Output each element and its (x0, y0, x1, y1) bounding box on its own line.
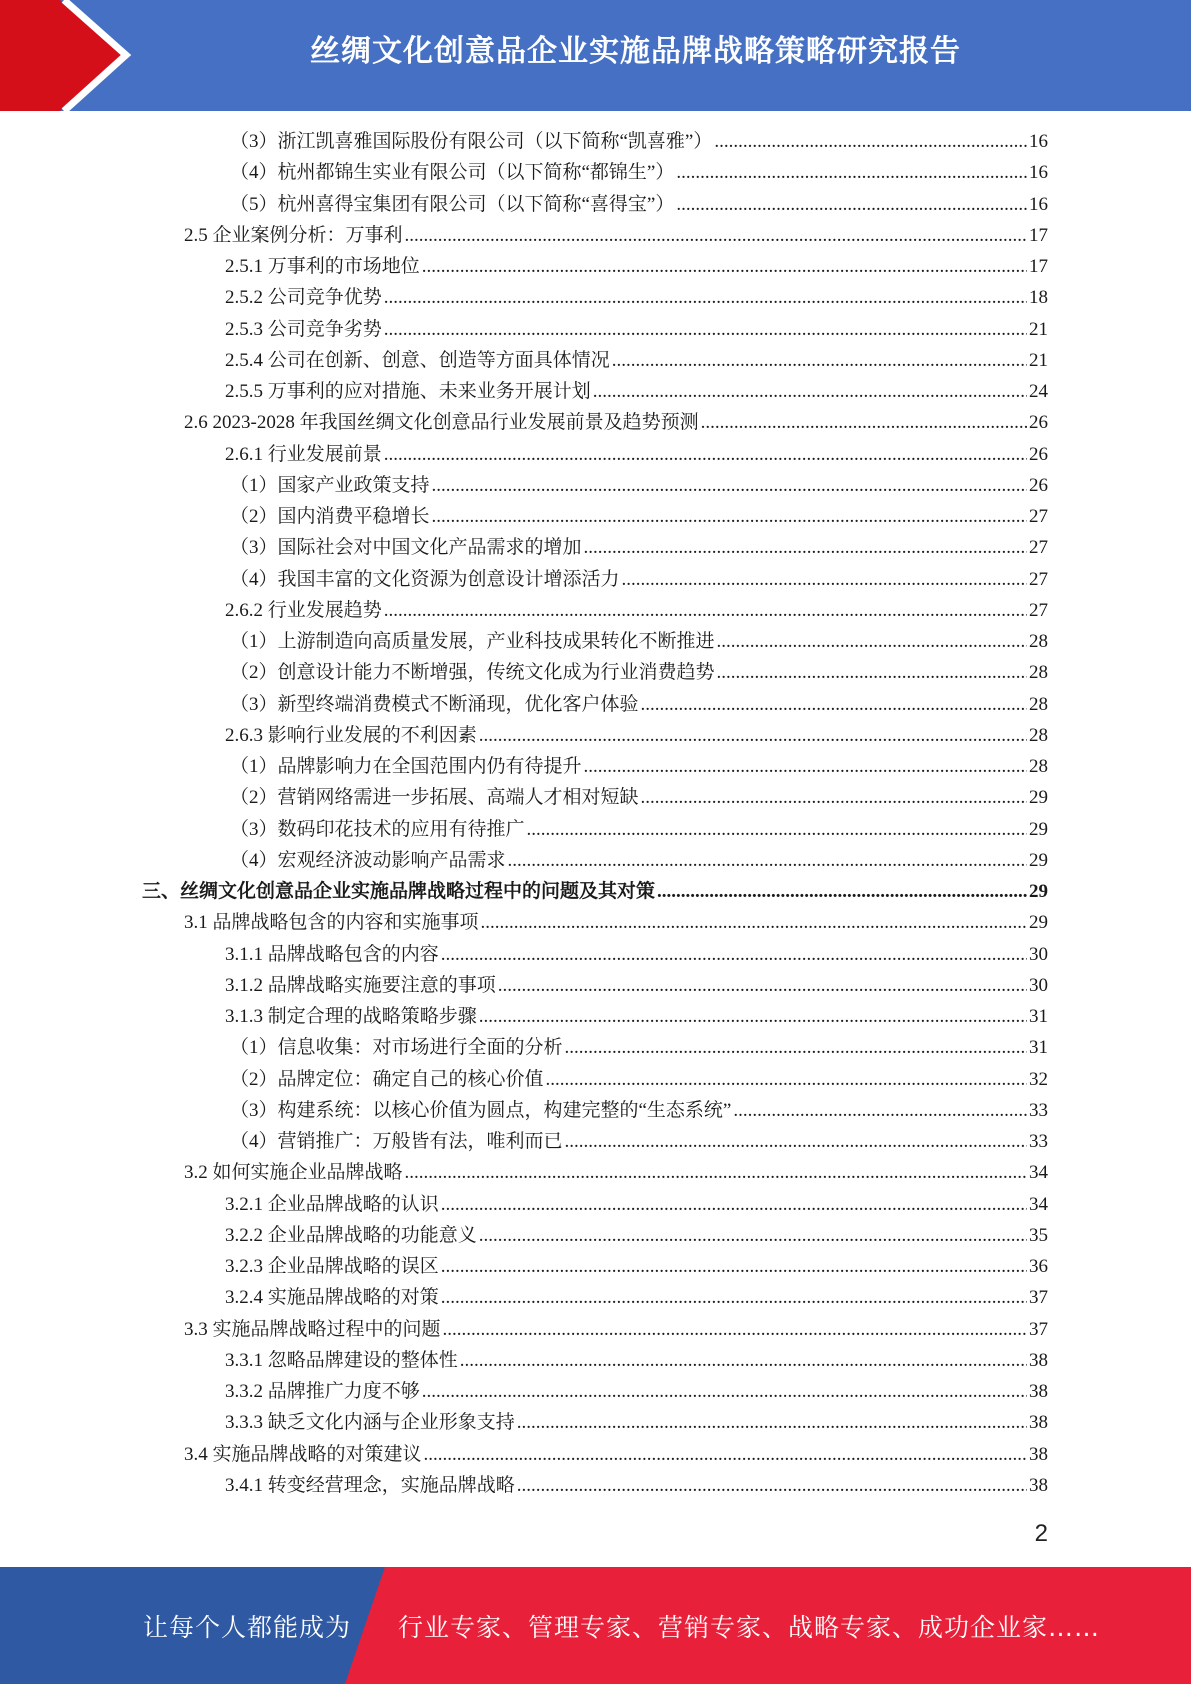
toc-dot-leader (546, 1066, 1027, 1094)
toc-entry-title: 2.5.5 万事利的应对措施、未来业务开展计划 (225, 381, 591, 402)
toc-entry-page: 33 (1029, 1099, 1048, 1121)
report-title: 丝绸文化创意品企业实施品牌战略策略研究报告 (310, 34, 961, 69)
toc-entry-title: 3.1.3 制定合理的战略策略步骤 (225, 1006, 477, 1027)
toc-entry-page: 26 (1029, 474, 1048, 496)
toc-dot-leader (441, 1253, 1027, 1281)
toc-entry-title: （1）国家产业政策支持 (230, 474, 430, 496)
toc-dot-leader (479, 1003, 1027, 1031)
report-header (0, 0, 1191, 111)
toc-dot-leader (432, 503, 1027, 531)
toc-dot-leader (676, 191, 1027, 219)
toc-dot-leader (717, 659, 1027, 687)
toc-entry-title: 3.1 品牌战略包含的内容和实施事项 (184, 912, 479, 934)
toc-entry[interactable] (230, 191, 1048, 219)
toc-dot-leader (498, 972, 1027, 1000)
toc-entry-page: 26 (1029, 443, 1048, 465)
toc-entry-title: 3.4.1 转变经营理念，实施品牌战略 (225, 1474, 515, 1496)
toc-dot-leader (481, 909, 1027, 937)
toc-entry-page: 18 (1029, 287, 1048, 309)
toc-entry-title: （4）宏观经济波动影响产品需求 (230, 849, 506, 871)
toc-entry-page: 24 (1029, 381, 1048, 402)
toc-entry-page: 21 (1029, 349, 1048, 371)
toc-entry-page: 38 (1029, 1412, 1048, 1434)
toc-dot-leader (622, 566, 1027, 594)
toc-entry-title: 3.2.4 实施品牌战略的对策 (225, 1287, 439, 1309)
toc-dot-leader (479, 722, 1027, 750)
toc-entry-page: 37 (1029, 1287, 1048, 1309)
toc-entry-title: 3.2.2 企业品牌战略的功能意义 (225, 1224, 477, 1246)
toc-entry[interactable] (230, 816, 1048, 844)
toc-entry-title: （2）营销网络需进一步拓展、高端人才相对短缺 (230, 787, 639, 809)
toc-dot-leader (405, 222, 1027, 250)
toc-entry[interactable] (230, 628, 1048, 656)
toc-entry[interactable] (230, 847, 1048, 875)
toc-entry[interactable] (184, 409, 1048, 437)
toc-entry[interactable] (230, 503, 1048, 531)
toc-entry-title: 2.6.3 影响行业发展的不利因素 (225, 724, 477, 746)
toc-entry-page: 28 (1029, 724, 1048, 746)
toc-entry[interactable] (184, 222, 1048, 250)
toc-entry[interactable] (225, 1347, 1048, 1375)
toc-entry-title: 3.3.3 缺乏文化内涵与企业形象支持 (225, 1412, 515, 1434)
toc-dot-leader (441, 941, 1027, 969)
toc-entry-page: 38 (1029, 1349, 1048, 1371)
toc-entry[interactable] (225, 972, 1048, 1000)
toc-entry[interactable] (230, 1034, 1048, 1062)
toc-entry-title: 三、丝绸文化创意品企业实施品牌战略过程中的问题及其对策 (142, 881, 656, 902)
toc-entry[interactable] (230, 472, 1048, 500)
toc-entry[interactable] (225, 941, 1048, 969)
toc-entry-page: 28 (1029, 756, 1048, 777)
toc-entry[interactable] (230, 753, 1048, 781)
toc-entry-page: 27 (1029, 506, 1048, 527)
toc-entry[interactable] (230, 1066, 1048, 1094)
toc-entry-page: 28 (1029, 631, 1048, 652)
footer-slogan-right: 行业专家、管理专家、营销专家、战略专家、成功企业家…… (398, 1613, 1101, 1642)
toc-entry-page: 33 (1029, 1131, 1048, 1152)
toc-entry-page: 38 (1029, 1474, 1048, 1496)
toc-entry-page: 16 (1029, 193, 1048, 215)
header-red-arrow-decoration (0, 0, 160, 111)
toc-entry-title: （5）杭州喜得宝集团有限公司（以下简称“喜得宝”） (230, 193, 675, 215)
toc-entry[interactable] (225, 378, 1048, 406)
toc-entry[interactable] (225, 1003, 1048, 1031)
toc-entry-title: 3.2.1 企业品牌战略的认识 (225, 1193, 439, 1215)
footer-banner (0, 1567, 1191, 1684)
toc-entry-title: 2.6.2 行业发展趋势 (225, 599, 382, 621)
toc-entry-title: 3.2.3 企业品牌战略的误区 (225, 1256, 439, 1277)
toc-entry[interactable] (225, 1222, 1048, 1250)
toc-entry-title: 3.1.2 品牌战略实施要注意的事项 (225, 974, 496, 996)
toc-entry[interactable] (225, 347, 1048, 375)
toc-entry-page: 31 (1029, 1037, 1048, 1059)
toc-entry-page: 29 (1029, 818, 1048, 840)
toc-entry-page: 29 (1029, 849, 1048, 871)
toc-entry-title: 2.5.2 公司竞争优势 (225, 287, 382, 309)
toc-dot-leader (508, 847, 1027, 875)
toc-entry-page: 17 (1029, 224, 1048, 246)
toc-entry-title: 2.6.1 行业发展前景 (225, 443, 382, 465)
toc-entry-page: 17 (1029, 256, 1048, 277)
toc-dot-leader (384, 284, 1027, 312)
toc-dot-leader (676, 159, 1027, 187)
toc-dot-leader (565, 1034, 1027, 1062)
toc-entry-title: （3）新型终端消费模式不断涌现，优化客户体验 (230, 693, 639, 715)
toc-dot-leader (593, 378, 1027, 406)
toc-dot-leader (441, 1191, 1027, 1219)
toc-entry-page: 28 (1029, 693, 1048, 715)
toc-entry-title: （1）品牌影响力在全国范围内仍有待提升 (230, 756, 582, 777)
toc-entry[interactable] (230, 691, 1048, 719)
toc-entry-page: 37 (1029, 1318, 1048, 1340)
page-number: 2 (1034, 1520, 1048, 1547)
toc-dot-leader (657, 878, 1027, 906)
toc-entry-title: （3）数码印花技术的应用有待推广 (230, 818, 525, 840)
toc-entry-title: （4）我国丰富的文化资源为创意设计增添活力 (230, 568, 620, 590)
toc-entry[interactable] (230, 1097, 1048, 1125)
toc-dot-leader (517, 1472, 1027, 1500)
toc-dot-leader (460, 1347, 1027, 1375)
toc-entry-page: 31 (1029, 1006, 1048, 1027)
toc-entry[interactable] (225, 284, 1048, 312)
toc-dot-leader (641, 691, 1027, 719)
toc-entry[interactable] (225, 316, 1048, 344)
toc-entry[interactable] (184, 1316, 1048, 1344)
toc-entry-page: 34 (1029, 1162, 1048, 1184)
toc-entry-page: 16 (1029, 131, 1048, 152)
toc-entry[interactable] (225, 597, 1048, 625)
toc-entry-title: （3）国际社会对中国文化产品需求的增加 (230, 537, 582, 559)
toc-entry-title: （2）国内消费平稳增长 (230, 506, 430, 527)
toc-entry[interactable] (230, 659, 1048, 687)
toc-entry[interactable] (230, 159, 1048, 187)
toc-dot-leader (717, 628, 1027, 656)
toc-entry-title: 2.5.4 公司在创新、创意、创造等方面具体情况 (225, 349, 610, 371)
toc-entry[interactable] (225, 253, 1048, 281)
toc-entry[interactable] (184, 1159, 1048, 1187)
toc-entry[interactable] (225, 1472, 1048, 1500)
toc-dot-leader (384, 441, 1027, 469)
toc-entry[interactable] (225, 1284, 1048, 1312)
toc-entry[interactable] (225, 441, 1048, 469)
toc-dot-leader (479, 1222, 1027, 1250)
toc-dot-leader (584, 753, 1027, 781)
toc-entry[interactable] (230, 534, 1048, 562)
toc-entry[interactable] (230, 1128, 1048, 1156)
toc-entry-page: 16 (1029, 162, 1048, 184)
toc-dot-leader (733, 1097, 1027, 1125)
toc-entry[interactable] (142, 878, 1048, 906)
toc-entry-page: 34 (1029, 1193, 1048, 1215)
toc-dot-leader (701, 409, 1027, 437)
toc-entry-title: 2.6 2023-2028 年我国丝绸文化创意品行业发展前景及趋势预测 (184, 412, 699, 434)
toc-entry-title: 3.4 实施品牌战略的对策建议 (184, 1443, 422, 1465)
toc-entry-page: 30 (1029, 974, 1048, 996)
toc-entry-title: 3.3.2 品牌推广力度不够 (225, 1381, 420, 1402)
toc-entry[interactable] (225, 1191, 1048, 1219)
toc-dot-leader (584, 534, 1027, 562)
footer-slogan-left: 让每个人都能成为 (143, 1613, 352, 1642)
toc-dot-leader (527, 816, 1027, 844)
toc-entry-title: （2）创意设计能力不断增强，传统文化成为行业消费趋势 (230, 662, 715, 684)
toc-entry[interactable] (225, 722, 1048, 750)
toc-entry-page: 30 (1029, 943, 1048, 965)
toc-dot-leader (422, 253, 1027, 281)
toc-entry[interactable] (230, 128, 1048, 156)
toc-entry-page: 38 (1029, 1443, 1048, 1465)
toc-dot-leader (714, 128, 1027, 156)
toc-dot-leader (441, 1284, 1027, 1312)
toc-dot-leader (424, 1441, 1027, 1469)
toc-entry-page: 38 (1029, 1381, 1048, 1402)
toc-dot-leader (612, 347, 1027, 375)
toc-entry-title: （3）浙江凯喜雅国际股份有限公司（以下简称“凯喜雅”） (230, 131, 713, 152)
toc-entry[interactable] (225, 1378, 1048, 1406)
toc-dot-leader (432, 472, 1027, 500)
toc-entry-page: 27 (1029, 537, 1048, 559)
toc-entry-title: （4）营销推广：万般皆有法，唯利而已 (230, 1131, 563, 1152)
toc-entry-title: （1）上游制造向高质量发展，产业科技成果转化不断推进 (230, 631, 715, 652)
toc-entry-title: （4）杭州都锦生实业有限公司（以下简称“都锦生”） (230, 162, 675, 184)
toc-entry-page: 28 (1029, 662, 1048, 684)
toc-entry-page: 26 (1029, 412, 1048, 434)
toc-entry-title: （2）品牌定位：确定自己的核心价值 (230, 1068, 544, 1090)
toc-entry[interactable] (230, 566, 1048, 594)
toc-dot-leader (641, 784, 1027, 812)
toc-entry-page: 32 (1029, 1068, 1048, 1090)
toc-entry-page: 27 (1029, 599, 1048, 621)
toc-entry-page: 27 (1029, 568, 1048, 590)
toc-entry-page: 36 (1029, 1256, 1048, 1277)
toc-dot-leader (384, 597, 1027, 625)
toc-entry[interactable] (184, 909, 1048, 937)
toc-entry-page: 29 (1029, 881, 1048, 902)
toc-entry-page: 29 (1029, 787, 1048, 809)
toc-dot-leader (405, 1159, 1027, 1187)
toc-entry-page: 35 (1029, 1224, 1048, 1246)
toc-entry-title: （3）构建系统：以核心价值为圆点，构建完整的“生态系统” (230, 1099, 732, 1121)
toc-entry-title: 3.2 如何实施企业品牌战略 (184, 1162, 403, 1184)
toc-entry[interactable] (225, 1409, 1048, 1437)
toc-entry-page: 29 (1029, 912, 1048, 934)
toc-dot-leader (384, 316, 1027, 344)
toc-dot-leader (517, 1409, 1027, 1437)
toc-dot-leader (443, 1316, 1027, 1344)
toc-entry-title: 3.1.1 品牌战略包含的内容 (225, 943, 439, 965)
toc-entry-page: 21 (1029, 318, 1048, 340)
toc-dot-leader (422, 1378, 1027, 1406)
toc-entry[interactable] (184, 1441, 1048, 1469)
toc-entry[interactable] (230, 784, 1048, 812)
toc-entry-title: 3.3 实施品牌战略过程中的问题 (184, 1318, 441, 1340)
toc-dot-leader (565, 1128, 1027, 1156)
toc-entry-title: 2.5 企业案例分析：万事利 (184, 224, 403, 246)
toc-entry-title: 2.5.1 万事利的市场地位 (225, 256, 420, 277)
toc-entry-title: （1）信息收集：对市场进行全面的分析 (230, 1037, 563, 1059)
toc-entry-title: 2.5.3 公司竞争劣势 (225, 318, 382, 340)
toc-entry[interactable] (225, 1253, 1048, 1281)
toc-entry-title: 3.3.1 忽略品牌建设的整体性 (225, 1349, 458, 1371)
